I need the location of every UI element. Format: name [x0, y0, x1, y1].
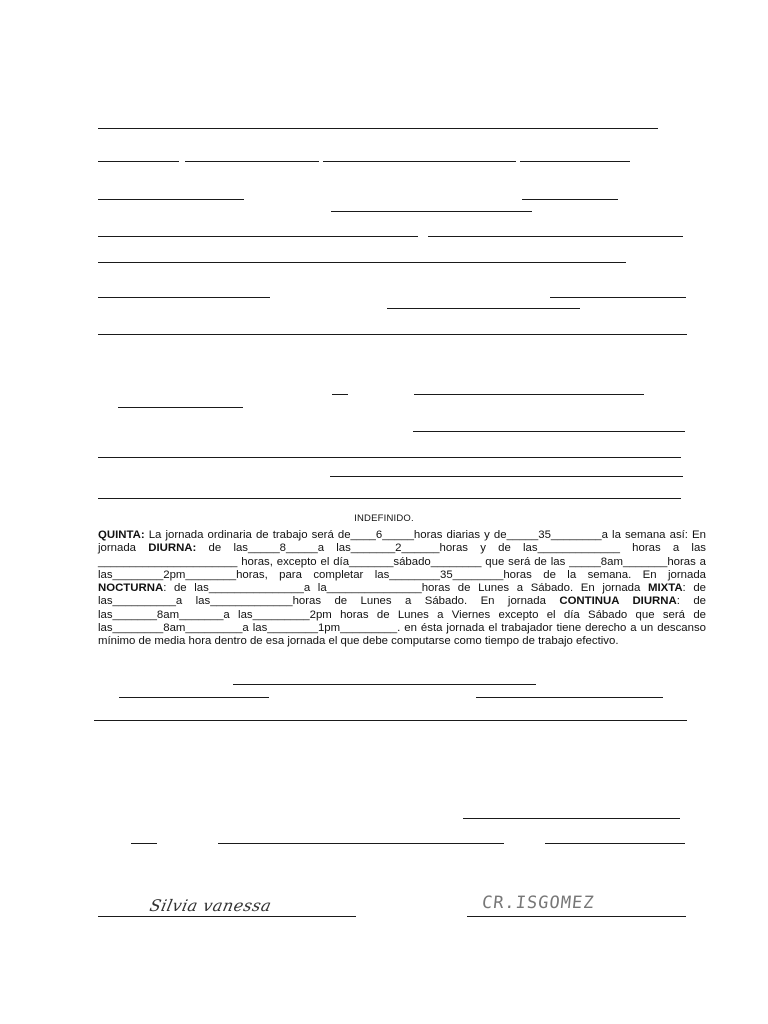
- blank-line: [119, 697, 269, 698]
- contract-term-label: INDEFINIDO.: [354, 513, 414, 524]
- blank-line: [522, 199, 618, 200]
- blank-line: [98, 262, 626, 263]
- blank-line: [520, 161, 630, 162]
- blank-line: [387, 308, 580, 309]
- blank-line: [414, 394, 644, 395]
- blank-line: [98, 297, 270, 298]
- shift-label-mixta: MIXTA: [647, 582, 683, 595]
- shift-label-diurna: DIURNA:: [148, 542, 197, 555]
- shift-label-nocturna: NOCTURNA: [98, 582, 164, 595]
- blank-line: [131, 843, 157, 844]
- clause-text: : de las_______8am_______a las_________2pm horas de Lunes a Viernes excepto el día Sábado que será de las________8am_________a las________1pm_________. en ésta jornada el trabajador tiene derecho a un descanso mínimo de media hora dentro de esa jornada el que debe computarse como tiempo de trabajo efectivo.: [98, 595, 706, 648]
- separator-line: [94, 720, 687, 721]
- blank-line: [185, 161, 319, 162]
- blank-line: [233, 684, 536, 685]
- employee-signature-line: [98, 916, 356, 917]
- blank-line: [98, 334, 687, 335]
- blank-line: [331, 211, 532, 212]
- blank-line: [98, 199, 244, 200]
- employer-signature-line: [467, 916, 686, 917]
- blank-line: [98, 236, 418, 237]
- blank-line: [98, 128, 658, 129]
- clause-heading: QUINTA:: [98, 529, 145, 541]
- clause-text: La jornada ordinaria de trabajo será de____6_____horas diarias y de_____35________a la semana así: En jornada: [98, 529, 706, 555]
- blank-line: [98, 161, 179, 162]
- employee-signature: Silvia vanessa: [147, 896, 274, 915]
- blank-line: [323, 161, 516, 162]
- employer-signature: CR.ISGOMEZ: [480, 893, 596, 913]
- blank-line: [476, 697, 663, 698]
- blank-line: [98, 457, 681, 458]
- blank-line: [428, 236, 683, 237]
- clause-text: de las_____8_____a las_______2______horas y de las_____________ horas a las ______________________ horas, excepto el día_______sábado________ que será de las _____8am_______horas a las________2pm________horas, para completar las________35________horas de la semana. En jornada: [98, 542, 706, 581]
- clause-text: : de las__________a las_____________horas de Lunes a Sábado. En jornada: [98, 582, 707, 608]
- clause-text: : de las_______________a la_______________horas de Lunes a Sábado. En jornada: [163, 582, 648, 595]
- blank-line: [463, 818, 680, 819]
- blank-line: [218, 843, 504, 844]
- blank-line: [330, 476, 683, 477]
- blank-line: [545, 843, 685, 844]
- blank-line: [550, 297, 686, 298]
- blank-line: [413, 431, 685, 432]
- blank-line: [98, 498, 681, 499]
- clause-quinta: [98, 529, 706, 649]
- blank-line: [118, 407, 243, 408]
- shift-label-continua: CONTINUA DIURNA: [559, 595, 677, 608]
- blank-line: [332, 394, 348, 395]
